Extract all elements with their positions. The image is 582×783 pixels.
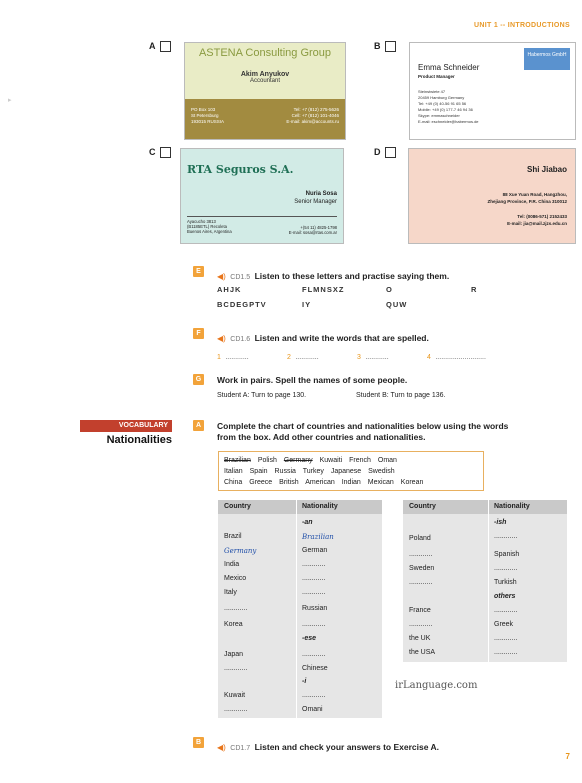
student-a-instruction: Student A: Turn to page 130. bbox=[217, 392, 307, 399]
table-cell-nationality: Chinese bbox=[302, 665, 328, 672]
card-b-line: Steinstwiete 47 bbox=[418, 89, 446, 94]
card-c-checkbox[interactable] bbox=[160, 147, 171, 158]
word-item: Mexican bbox=[367, 479, 394, 486]
word-item: Greece bbox=[249, 479, 273, 486]
card-a-addr2: St Petersburg bbox=[191, 113, 219, 118]
card-b-line: 20459 Hamburg Germany bbox=[418, 95, 465, 100]
vocabulary-label: VOCABULARY bbox=[80, 420, 172, 432]
exercise-f-badge: F bbox=[193, 328, 204, 339]
exercise-e-badge: E bbox=[193, 266, 204, 277]
table-cell-country: Poland bbox=[409, 535, 431, 542]
word-box-row bbox=[224, 455, 478, 466]
business-card-a bbox=[184, 42, 346, 140]
card-c-addr-line: Ayacucho 3813 bbox=[187, 219, 216, 224]
exercise-b-header bbox=[217, 737, 439, 755]
exercise-b-instruction: Listen and check your answers to Exercise A. bbox=[254, 742, 439, 752]
exercise-a-line: Complete the chart of countries and nationalities below using the words bbox=[217, 421, 509, 431]
card-b-label bbox=[374, 41, 396, 52]
exercise-g-badge: G bbox=[193, 374, 204, 385]
word-item: British bbox=[279, 479, 299, 486]
exercise-a-line: from the box. Add other countries and nationalities. bbox=[217, 432, 426, 442]
card-a-role: Accountant bbox=[249, 78, 281, 84]
exercise-f-header bbox=[217, 328, 429, 346]
suffix-label: -ese bbox=[302, 635, 317, 642]
card-a-letter: A bbox=[149, 41, 156, 51]
card-d-name: Shi Jiabao bbox=[526, 165, 567, 174]
exercise-b-badge: B bbox=[193, 737, 204, 748]
answer-number: 2 bbox=[287, 354, 291, 361]
card-c-address bbox=[187, 219, 232, 234]
suffix-label: others bbox=[494, 593, 516, 600]
answer-blank[interactable]: ............ bbox=[409, 621, 433, 628]
page-number: 7 bbox=[565, 752, 570, 761]
card-c-contact-line: +(54 11) 4825-1798 bbox=[300, 225, 337, 230]
table-cell-country: the USA bbox=[409, 649, 436, 656]
card-b-details bbox=[418, 89, 479, 125]
card-d-label bbox=[374, 147, 396, 158]
answer-4 bbox=[427, 346, 486, 364]
card-d-contact bbox=[507, 213, 567, 227]
letter-group: FLMNSXZ bbox=[302, 285, 345, 294]
answer-blank[interactable]: ............ bbox=[224, 605, 248, 612]
card-a-cell: Cell: +7 (812) 101-4046 bbox=[291, 113, 339, 118]
answer-blank[interactable]: ............ bbox=[365, 354, 389, 361]
audio-icon[interactable]: ◀) bbox=[217, 334, 226, 343]
card-d-contact-line: Tel: (0086-571) 2152433 bbox=[517, 214, 567, 219]
exercise-e-instruction: Listen to these letters and practise saying them. bbox=[254, 271, 450, 281]
card-a-addr3: 193015 RUSSIA bbox=[191, 119, 225, 124]
student-b-instruction: Student B: Turn to page 136. bbox=[356, 392, 446, 399]
card-b-line: Tel: +49 (0) 40-56 91 65 56 bbox=[418, 101, 467, 106]
cd-track: CD1.7 bbox=[230, 745, 251, 752]
answer-blank[interactable]: ............ bbox=[494, 649, 518, 656]
card-d-checkbox[interactable] bbox=[385, 147, 396, 158]
suffix-label: -i bbox=[302, 678, 307, 685]
word-item: Spain bbox=[249, 468, 268, 475]
exercise-e-header bbox=[217, 266, 449, 284]
answer-blank[interactable]: ............ bbox=[302, 621, 326, 628]
card-b-name: Emma Schneider bbox=[418, 63, 480, 72]
answer-3 bbox=[357, 346, 389, 364]
table-cell-nationality: Greek bbox=[494, 621, 514, 628]
table-cell-country: Kuwait bbox=[224, 692, 246, 699]
letter-group: AHJK bbox=[217, 285, 242, 294]
table-cell-country: Sweden bbox=[409, 565, 435, 572]
letter-group: IY bbox=[302, 300, 312, 309]
word-item: Germany bbox=[283, 457, 313, 464]
card-c-role: Senior Manager bbox=[294, 199, 337, 205]
table-cell-nationality: German bbox=[302, 547, 328, 554]
card-a-addr1: PO Box 103 bbox=[191, 107, 216, 112]
answer-blank[interactable]: .......................... bbox=[435, 354, 486, 361]
word-item: Brazilian bbox=[224, 457, 251, 464]
table-cell-nationality: Russian bbox=[302, 605, 328, 612]
letter-group: QUW bbox=[386, 300, 408, 309]
answer-number: 1 bbox=[217, 354, 221, 361]
nationality-table-1 bbox=[218, 500, 382, 718]
exercise-g-instruction: Work in pairs. Spell the names of some people. bbox=[217, 375, 408, 385]
letter-group: R bbox=[471, 285, 478, 294]
business-card-b bbox=[409, 42, 576, 140]
table-cell-country: Korea bbox=[224, 621, 243, 628]
table-cell-country: India bbox=[224, 561, 240, 568]
table-cell-country: France bbox=[409, 607, 431, 614]
answer-blank[interactable]: ............ bbox=[409, 551, 433, 558]
table-cell-nationality: Spanish bbox=[494, 551, 520, 558]
watermark: irLanguage.com bbox=[395, 680, 478, 691]
card-c-label bbox=[149, 147, 171, 158]
card-a-email: E-mail: akim@accounts.ru bbox=[286, 119, 339, 124]
letter-group: O bbox=[386, 285, 393, 294]
answer-blank[interactable]: ............ bbox=[494, 565, 518, 572]
answer-blank[interactable]: ............ bbox=[409, 579, 433, 586]
card-c-name: Nuria Sosa bbox=[305, 191, 337, 197]
answer-blank[interactable]: ............ bbox=[302, 575, 326, 582]
word-item: American bbox=[305, 479, 335, 486]
card-c-contact bbox=[289, 225, 337, 235]
column-header-country: Country bbox=[409, 503, 436, 510]
answer-blank[interactable]: ............ bbox=[224, 665, 248, 672]
card-b-letter: B bbox=[374, 41, 381, 51]
word-item: Turkey bbox=[302, 468, 324, 475]
card-c-company: RTA Seguros S.A. bbox=[187, 163, 294, 176]
word-item: Russia bbox=[274, 468, 296, 475]
unit-header: UNIT 1 -- INTRODUCTIONS bbox=[474, 22, 570, 29]
exercise-a-badge: A bbox=[193, 420, 204, 431]
card-c-contact-line: E-mail: sosa@rtas.com.ar bbox=[288, 230, 337, 235]
word-item: Japanese bbox=[330, 468, 362, 475]
exercise-a-instruction bbox=[217, 421, 508, 443]
word-box bbox=[218, 451, 484, 491]
answer-blank[interactable]: ............ bbox=[225, 354, 249, 361]
word-item: Indian bbox=[341, 479, 361, 486]
word-item: French bbox=[349, 457, 371, 464]
answer-blank[interactable]: ............ bbox=[302, 561, 326, 568]
column-divider bbox=[488, 500, 489, 662]
section-title: Nationalities bbox=[106, 434, 172, 446]
word-item: Oman bbox=[377, 457, 397, 464]
word-box-row bbox=[224, 477, 478, 488]
card-a-label bbox=[149, 41, 171, 52]
column-header-country: Country bbox=[224, 503, 251, 510]
handwritten-answer: Germany bbox=[224, 547, 257, 555]
card-b-logo: Habermos GmbH bbox=[524, 48, 570, 70]
card-c-letter: C bbox=[149, 147, 156, 157]
card-a-name: Akim Anyukov bbox=[240, 71, 290, 78]
word-item: Kuwaiti bbox=[319, 457, 343, 464]
answer-blank[interactable]: ............ bbox=[494, 635, 518, 642]
card-b-line: E-mail: eschneider@habermos.de bbox=[418, 119, 479, 124]
table-cell-country: Italy bbox=[224, 589, 237, 596]
nationality-table-2 bbox=[403, 500, 567, 662]
word-item: Swedish bbox=[368, 468, 395, 475]
table-cell-country: Brazil bbox=[224, 533, 242, 540]
business-card-c bbox=[180, 148, 344, 244]
answer-number: 3 bbox=[357, 354, 361, 361]
card-a-tel: Tel: +7 (812) 275-5626 bbox=[293, 107, 339, 112]
card-d-addr-line: 88 Xue Yuan Road, Hangzhou, bbox=[502, 192, 567, 197]
answer-blank[interactable]: ............ bbox=[494, 607, 518, 614]
answer-blank[interactable]: ............ bbox=[302, 692, 326, 699]
exercise-f-instruction: Listen and write the words that are spelled. bbox=[254, 333, 429, 343]
card-d-addr-line: Zhejiang Province, P.R. China 310012 bbox=[487, 199, 567, 204]
audio-icon[interactable]: ◀) bbox=[217, 743, 226, 752]
answer-number: 4 bbox=[427, 354, 431, 361]
card-d-address bbox=[488, 191, 567, 205]
word-item: China bbox=[224, 479, 243, 486]
word-box-row bbox=[224, 466, 478, 477]
card-a-company: ASTENA Consulting Group bbox=[198, 47, 332, 59]
card-d-letter: D bbox=[374, 147, 381, 157]
column-header-nationality: Nationality bbox=[302, 503, 338, 510]
word-item: Korean bbox=[400, 479, 424, 486]
cd-track: CD1.6 bbox=[230, 336, 251, 343]
answer-blank[interactable]: ............ bbox=[302, 651, 326, 658]
answer-blank[interactable]: ............ bbox=[302, 589, 326, 596]
word-item: Polish bbox=[257, 457, 277, 464]
table-cell-country: Japan bbox=[224, 651, 244, 658]
card-b-checkbox[interactable] bbox=[385, 41, 396, 52]
card-b-line: Mobile: +49 (0) 177-7 46 94 36 bbox=[418, 107, 473, 112]
cd-track: CD1.5 bbox=[230, 274, 251, 281]
card-a-checkbox[interactable] bbox=[160, 41, 171, 52]
word-item: Italian bbox=[224, 468, 243, 475]
card-c-addr-line: Buenos Aires, Argentina bbox=[187, 229, 232, 234]
table-cell-country: the UK bbox=[409, 635, 431, 642]
suffix-label: -ish bbox=[494, 519, 507, 526]
table-cell-nationality: Turkish bbox=[494, 579, 517, 586]
answer-1 bbox=[217, 346, 249, 364]
card-b-line: Skype: emmaschneider bbox=[418, 113, 460, 118]
card-c-divider bbox=[187, 216, 337, 217]
suffix-label: -an bbox=[302, 519, 313, 526]
business-card-d bbox=[408, 148, 576, 244]
column-header-nationality: Nationality bbox=[494, 503, 530, 510]
table-cell-country: Mexico bbox=[224, 575, 247, 582]
answer-blank[interactable]: ............ bbox=[224, 706, 248, 713]
letter-group: BCDEGPTV bbox=[217, 300, 267, 309]
card-c-addr-line: (B1185ETL) Recoleta bbox=[187, 224, 227, 229]
answer-2 bbox=[287, 346, 319, 364]
handwritten-answer: Brazilian bbox=[302, 533, 334, 541]
card-b-role: Product Manager bbox=[418, 74, 455, 79]
answer-blank[interactable]: ............ bbox=[494, 533, 518, 540]
margin-mark: ▸ bbox=[8, 97, 12, 104]
table-cell-nationality: Omani bbox=[302, 706, 323, 713]
audio-icon[interactable]: ◀) bbox=[217, 272, 226, 281]
answer-blank[interactable]: ............ bbox=[295, 354, 319, 361]
column-divider bbox=[296, 500, 297, 718]
card-d-contact-line: E-mail: jia@mail.zjzs.edu.cn bbox=[507, 221, 567, 226]
